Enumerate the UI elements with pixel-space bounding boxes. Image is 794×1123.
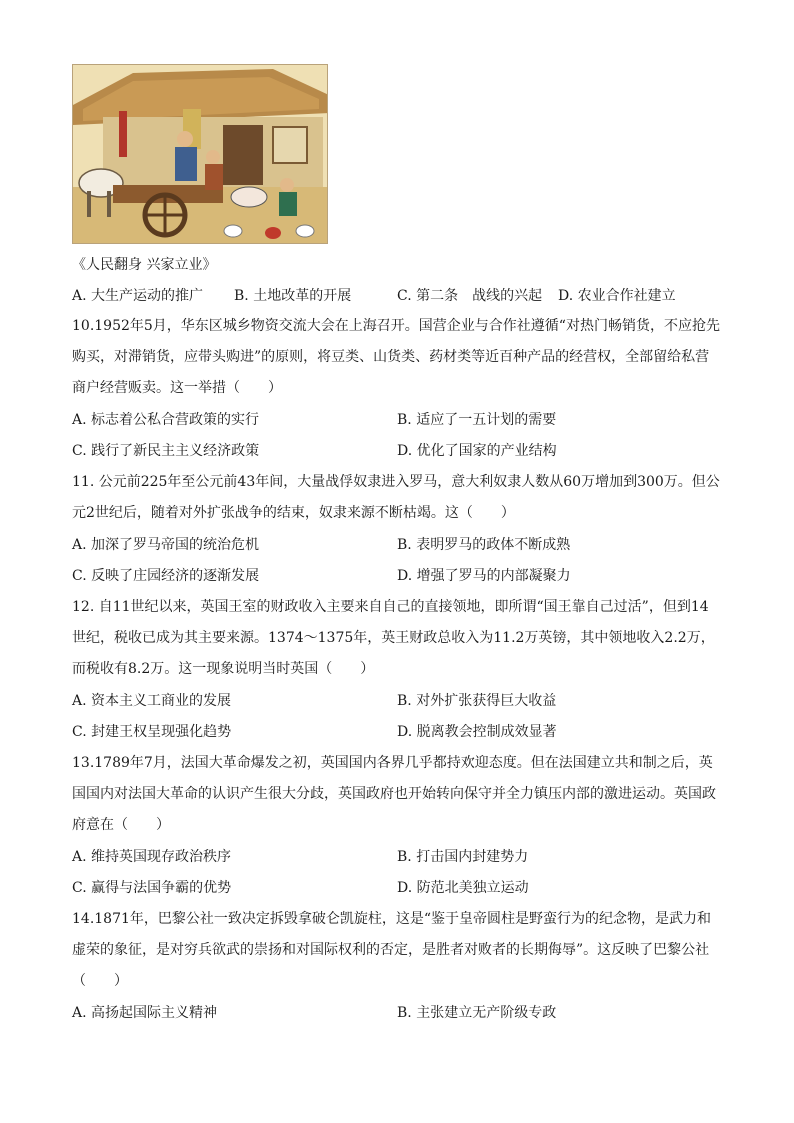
q9-option-b: B. 土地改革的开展 xyxy=(234,288,352,304)
q9-option-d: D. 农业合作社建立 xyxy=(558,288,676,304)
q10-option-c: C. 践行了新民主主义经济政策 xyxy=(72,443,260,459)
q10-option-b: B. 适应了一五计划的需要 xyxy=(397,412,557,428)
q10-stem: 10.1952年5月，华东区城乡物资交流大会在上海召开。国营企业与合作社遵循“对热门畅销货，不应抢先购买，对滞销货，应带头购进”的原则，将豆类、山货类、药材类等近百种产品的经营权，全部留给私营商户经营贩卖。这一举措（ ） xyxy=(72,318,720,396)
q14-option-b: B. 主张建立无产阶级专政 xyxy=(397,1005,557,1021)
q13-option-b: B. 打击国内封建势力 xyxy=(397,849,529,865)
q12-option-a: A. 资本主义工商业的发展 xyxy=(72,693,232,709)
q11-option-b: B. 表明罗马的政体不断成熟 xyxy=(397,537,571,553)
q14-option-a: A. 高扬起国际主义精神 xyxy=(72,1005,218,1021)
q11-option-c: C. 反映了庄园经济的逐渐发展 xyxy=(72,568,260,584)
q10-option-a: A. 标志着公私合营政策的实行 xyxy=(72,412,260,428)
painting-illustration xyxy=(73,65,328,244)
q12-option-c: C. 封建王权呈现强化趋势 xyxy=(72,724,232,740)
q12-option-d: D. 脱离教会控制成效显著 xyxy=(397,724,557,740)
q14-stem: 14.1871年，巴黎公社一致决定拆毁拿破仑凯旋柱，这是“鉴于皇帝圆柱是野蛮行为的纪念物，是武力和虚荣的象征，是对穷兵欲武的崇扬和对国际权利的否定，是胜者对败者的长期侮辱”。这反映了巴黎公社（ ） xyxy=(72,911,712,989)
q10-option-d: D. 优化了国家的产业结构 xyxy=(397,443,557,459)
painting-image xyxy=(72,64,328,244)
q12-stem: 12. 自11世纪以来，英国王室的财政收入主要来自自己的直接领地，即所谓“国王靠自己过活”，但到14世纪，税收已成为其主要来源。1374～1375年，英王财政总收入为11.2万英镑，其中领地收入2.2万，而税收有8.2万。这一现象说明当时英国（ ） xyxy=(72,599,715,677)
q13-option-d: D. 防范北美独立运动 xyxy=(397,880,529,896)
figure-caption: 《人民翻身 兴家立业》 xyxy=(72,257,217,273)
q11-stem: 11. 公元前225年至公元前43年间，大量战俘奴隶进入罗马，意大利奴隶人数从60万增加到300万。但公元2世纪后，随着对外扩张战争的结束，奴隶来源不断枯竭。这（ ） xyxy=(72,474,720,521)
q13-option-c: C. 赢得与法国争霸的优势 xyxy=(72,880,232,896)
q11-option-a: A. 加深了罗马帝国的统治危机 xyxy=(72,537,260,553)
q13-stem: 13.1789年7月，法国大革命爆发之初，英国国内各界几乎都持欢迎态度。但在法国建立共和制之后，英国国内对法国大革命的认识产生很大分歧，英国政府也开始转向保守并全力镇压内部的激进运动。英国政府意在（ ） xyxy=(72,755,716,833)
q12-option-b: B. 对外扩张获得巨大收益 xyxy=(397,693,557,709)
q9-option-a: A. 大生产运动的推广 xyxy=(72,288,204,304)
q9-option-c: C. 第二条 战线的兴起 xyxy=(397,288,543,304)
q13-option-a: A. 维持英国现存政治秩序 xyxy=(72,849,232,865)
q11-option-d: D. 增强了罗马的内部凝聚力 xyxy=(397,568,571,584)
